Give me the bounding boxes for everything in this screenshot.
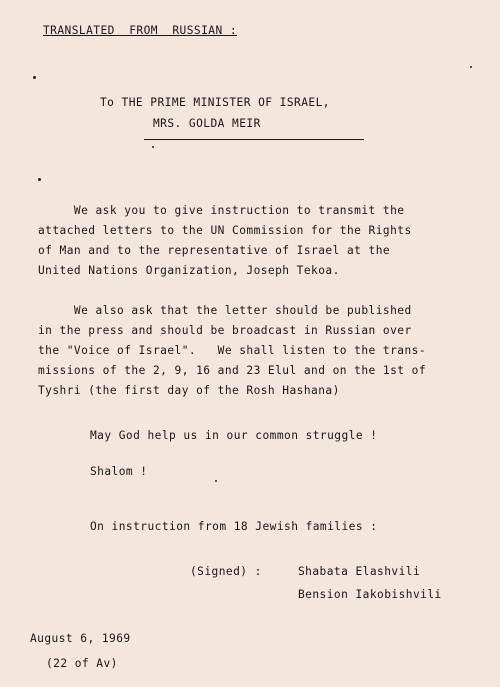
paragraph-line: United Nations Organization, Joseph Tekoa. [38,264,340,277]
paragraph-line: in the press and should be broadcast in Russian over [38,324,412,337]
signatory-2: Bension Iakobishvili [298,588,442,601]
paragraph-line: Tyshri (the first day of the Rosh Hashana) [38,384,340,397]
speck [470,66,472,68]
instruction-line: On instruction from 18 Jewish families : [90,520,378,533]
speck [33,76,36,79]
paragraph-line: the "Voice of Israel". We shall listen to the trans- [38,344,427,357]
speck [38,178,41,181]
speck [215,480,217,482]
paragraph-line: attached letters to the UN Commission for the Rights [38,224,412,237]
paragraph-line: missions of the 2, 9, 16 and 23 Elul and on the 1st of [38,364,427,377]
date-hebrew: (22 of Av) [46,657,118,670]
recipient-title: To THE PRIME MINISTER OF ISRAEL, [100,96,330,109]
translation-header: TRANSLATED FROM RUSSIAN : [43,24,238,37]
address-underline [144,139,364,140]
signatory-1: Shabata Elashvili [298,565,421,578]
recipient-name: MRS. GOLDA MEIR [153,117,261,130]
paragraph-line: of Man and to the representative of Israel at the [38,244,391,257]
date-gregorian: August 6, 1969 [30,632,131,645]
prayer-line: May God help us in our common struggle ! [90,429,378,442]
paragraph-line: We ask you to give instruction to transmit the [38,204,405,217]
paragraph-line: We also ask that the letter should be published [38,304,412,317]
speck [152,146,154,148]
shalom-line: Shalom ! [90,465,148,478]
signed-label: (Signed) : [190,565,262,578]
